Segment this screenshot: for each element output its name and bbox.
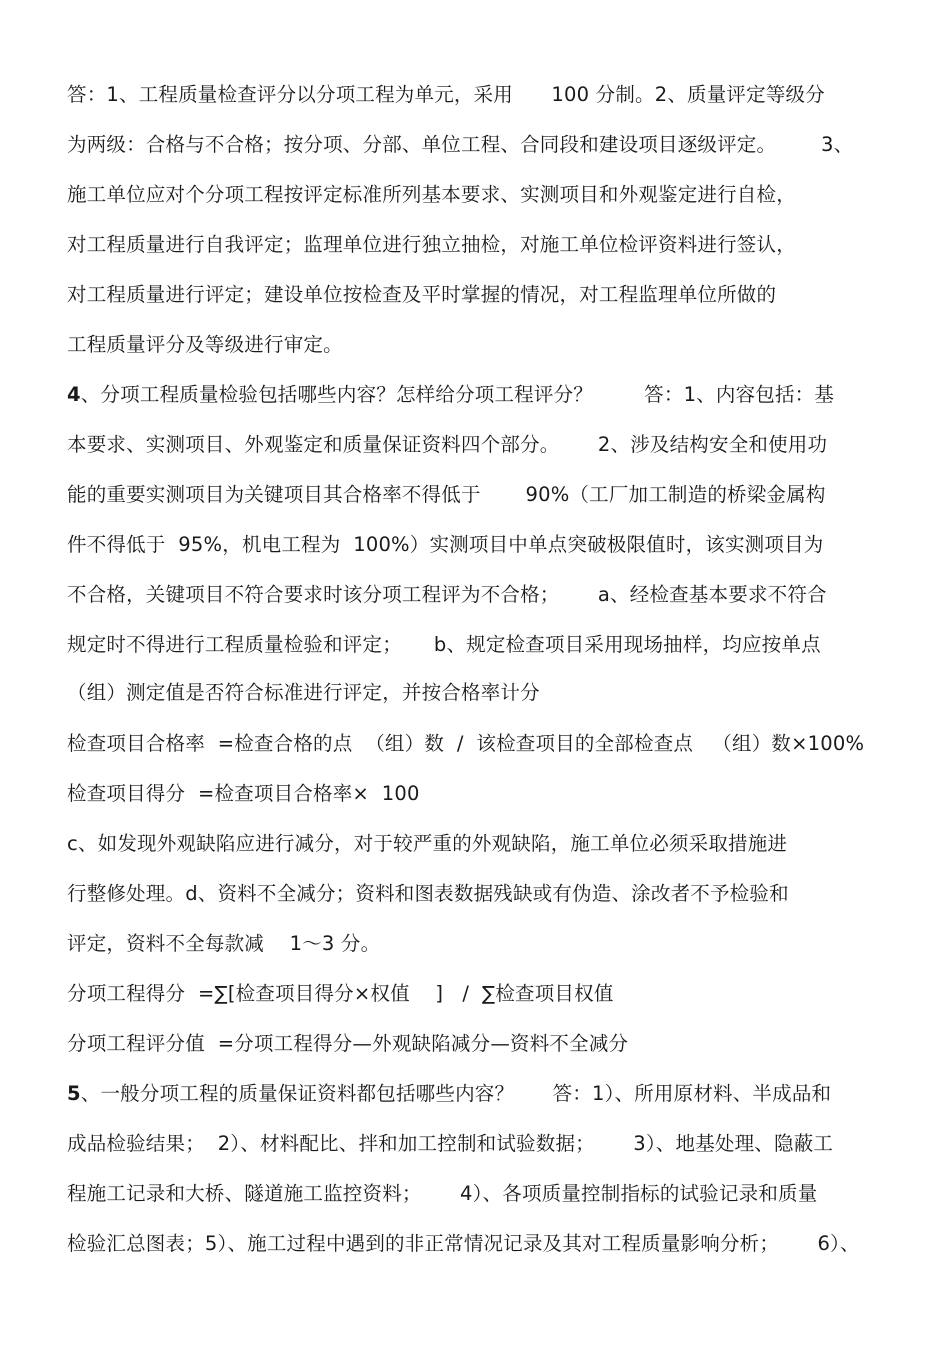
text-line: 答：1、工程质量检查评分以分项工程为单元，采用 100 分制。2、质量评定等级分 bbox=[67, 83, 825, 106]
formula-line: 检查项目得分 =检查项目合格率× 100 bbox=[67, 782, 420, 805]
text-line: 规定时不得进行工程质量检验和评定； b、规定检查项目采用现场抽样，均应按单点 bbox=[67, 633, 821, 656]
text-line: 行整修处理。d、资料不全减分；资料和图表数据残缺或有伪造、涂改者不予检验和 bbox=[67, 882, 789, 905]
text-line: 工程质量评分及等级进行审定。 bbox=[67, 333, 343, 356]
text-line: 检验汇总图表；5）、施工过程中遇到的非正常情况记录及其对工程质量影响分析； 6）、 bbox=[67, 1232, 860, 1255]
text-line: c、如发现外观缺陷应进行减分，对于较严重的外观缺陷，施工单位必须采取措施进 bbox=[67, 832, 788, 855]
formula-line: 检查项目合格率 =检查合格的点 （组）数 / 该检查项目的全部检查点 （组）数×100% bbox=[67, 732, 865, 755]
text-line: 程施工记录和大桥、隧道施工监控资料； 4）、各项质量控制指标的试验记录和质量 bbox=[67, 1182, 818, 1205]
text-line: 能的重要实测项目为关键项目其合格率不得低于 90%（工厂加工制造的桥梁金属构 bbox=[67, 483, 826, 506]
question-text: 、分项工程质量检验包括哪些内容？怎样给分项工程评分？ 答：1、内容包括：基 bbox=[80, 383, 835, 406]
formula-line: 分项工程得分 =∑[检查项目得分×权值 ] / ∑检查项目权值 bbox=[67, 982, 614, 1005]
question-number: 5 bbox=[67, 1082, 81, 1105]
question-5-line bbox=[67, 1081, 831, 1107]
question-4-line bbox=[67, 382, 834, 408]
question-text: 、一般分项工程的质量保证资料都包括哪些内容？ 答：1）、所用原材料、半成品和 bbox=[80, 1082, 832, 1105]
text-line: 不合格，关键项目不符合要求时该分项工程评为不合格； a、经检查基本要求不符合 bbox=[67, 583, 827, 606]
text-line: 对工程质量进行自我评定；监理单位进行独立抽检，对施工单位检评资料进行签认， bbox=[67, 233, 796, 256]
text-line: 成品检验结果； 2）、材料配比、拌和加工控制和试验数据； 3）、地基处理、隐蔽工 bbox=[67, 1132, 834, 1155]
text-line: 对工程质量进行评定；建设单位按检查及平时掌握的情况，对工程监理单位所做的 bbox=[67, 283, 777, 306]
text-line: 件不得低于 95%，机电工程为 100%）实测项目中单点突破极限值时，该实测项目为 bbox=[67, 533, 824, 556]
question-number: 4 bbox=[67, 383, 81, 406]
text-line: 施工单位应对个分项工程按评定标准所列基本要求、实测项目和外观鉴定进行自检， bbox=[67, 183, 796, 206]
text-line: 评定，资料不全每款减 1～3 分。 bbox=[67, 932, 381, 955]
text-line: （组）测定值是否符合标准进行评定，并按合格率计分 bbox=[67, 681, 540, 704]
text-line: 为两级：合格与不合格；按分项、分部、单位工程、合同段和建设项目逐级评定。 3、 bbox=[67, 133, 854, 156]
text-line: 本要求、实测项目、外观鉴定和质量保证资料四个部分。 2、涉及结构安全和使用功 bbox=[67, 433, 828, 456]
formula-line: 分项工程评分值 =分项工程得分—外观缺陷减分—资料不全减分 bbox=[67, 1032, 629, 1055]
